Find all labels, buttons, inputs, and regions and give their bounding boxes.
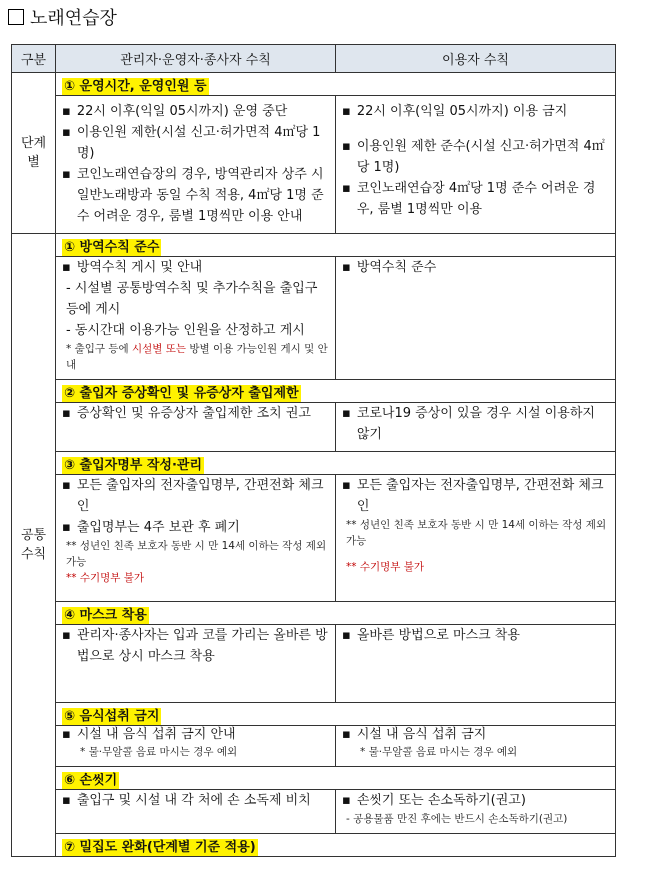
quarantine-manager-cell [56, 257, 336, 380]
mask-user-cell [336, 625, 616, 703]
list-item: ▪ 방역수칙 준수 [342, 260, 437, 275]
register-manager-cell [56, 475, 336, 602]
list-item: ▪ 시설 내 음식 섭취 금지 안내 [62, 727, 236, 742]
list-item: ▪ 코로나19 증상이 있을 경우 시설 이용하지 않기 [342, 406, 595, 442]
section-heading: ② 출입자 증상확인 및 유증상자 출입제한 [56, 380, 616, 403]
list-item: ▪ 이용인원 제한(시설 신고·허가면적 4㎡당 1명) [62, 125, 321, 161]
symptom-user-cell [336, 403, 616, 452]
list-item: ▪ 이용인원 제한 준수(시설 신고·허가면적 4㎡당 1명) [342, 139, 605, 175]
note: ** 성년인 친족 보호자 동반 시 만 14세 이하는 작성 제외 가능 [346, 519, 607, 547]
stage-manager-cell [56, 96, 336, 234]
list-item: ▪ 손씻기 또는 손소독하기(권고) [342, 793, 526, 808]
symptom-manager-cell [56, 403, 336, 452]
list-sub-item: - 시설별 공통방역수칙 및 추가수칙을 출입구 등에 게시 [66, 281, 318, 317]
list-item: ▪ 방역수칙 게시 및 안내 [62, 260, 203, 275]
rules-table [11, 44, 616, 857]
quarantine-user-cell [336, 257, 616, 380]
register-user-cell [336, 475, 616, 602]
handwash-manager-cell [56, 790, 336, 834]
category-stage: 단계 별 [12, 73, 56, 234]
table-header-row [12, 45, 616, 73]
note: * 출입구 등에 시설별 또는 방별 이용 가능인원 게시 및 안내 [66, 343, 328, 371]
food-user-cell [336, 726, 616, 767]
note: * 물·무알콜 음료 마시는 경우 예외 [80, 746, 238, 758]
list-item: ▪ 출입명부는 4주 보관 후 폐기 [62, 520, 240, 535]
section-heading: ⑥ 손씻기 [56, 767, 616, 790]
list-item: ▪ 증상확인 및 유증상자 출입제한 조치 권고 [62, 406, 311, 421]
checkbox-square-icon [8, 9, 24, 25]
list-item: ▪ 올바른 방법으로 마스크 착용 [342, 628, 520, 643]
list-item: ▪ 관리자·종사자는 입과 코를 가리는 올바른 방법으로 상시 마스크 착용 [62, 628, 328, 664]
list-sub-item: - 동시간대 이용가능 인원을 산정하고 게시 [66, 323, 305, 338]
section-heading: ④ 마스크 착용 [56, 602, 616, 625]
handwash-user-cell [336, 790, 616, 834]
section-heading: ① 방역수칙 준수 [56, 234, 616, 257]
section-heading: ③ 출입자명부 작성·관리 [56, 452, 616, 475]
list-item: ▪ 모든 출입자는 전자출입명부, 간편전화 체크인 [342, 478, 604, 514]
list-item: ▪ 출입구 및 시설 내 각 처에 손 소독제 비치 [62, 793, 311, 808]
section-heading: ① 운영시간, 운영인원 등 [56, 73, 616, 96]
list-item: ▪ 코인노래연습장 4㎡당 1명 준수 어려운 경우, 룸별 1명씩만 이용 [342, 181, 596, 217]
note-warning: ** 수기명부 불가 [66, 572, 145, 584]
food-manager-cell [56, 726, 336, 767]
list-item: ▪ 코인노래연습장의 경우, 방역관리자 상주 시 일반노래방과 동일 수칙 적용, 4㎡당 1명 준수 어려운 경우, 룸별 1명씩만 이용 안내 [62, 167, 324, 224]
mask-manager-cell [56, 625, 336, 703]
header-category: 구분 [12, 45, 56, 73]
header-user-rules: 이용자 수칙 [336, 45, 616, 73]
stage-user-cell [336, 96, 616, 234]
category-common: 공통 수칙 [12, 234, 56, 857]
page-title-text: 노래연습장 [30, 8, 117, 29]
note-warning: ** 수기명부 불가 [346, 561, 425, 573]
note: - 공용물품 만진 후에는 반드시 손소독하기(권고) [346, 813, 568, 825]
page-title [8, 4, 117, 30]
list-item: ▪ 22시 이후(익일 05시까지) 이용 금지 [342, 104, 568, 119]
list-item: ▪ 시설 내 음식 섭취 금지 [342, 727, 487, 742]
header-manager-rules: 관리자·운영자·종사자 수칙 [56, 45, 336, 73]
section-heading: ⑤ 음식섭취 금지 [56, 703, 616, 726]
note: * 물·무알콜 음료 마시는 경우 예외 [360, 746, 518, 758]
list-item: ▪ 모든 출입자의 전자출입명부, 간편전화 체크인 [62, 478, 324, 514]
note: ** 성년인 친족 보호자 동반 시 만 14세 이하는 작성 제외 가능 [66, 540, 327, 568]
list-item: ▪ 22시 이후(익일 05시까지) 운영 중단 [62, 104, 288, 119]
section-heading: ⑦ 밀집도 완화(단계별 기준 적용) [56, 834, 616, 857]
